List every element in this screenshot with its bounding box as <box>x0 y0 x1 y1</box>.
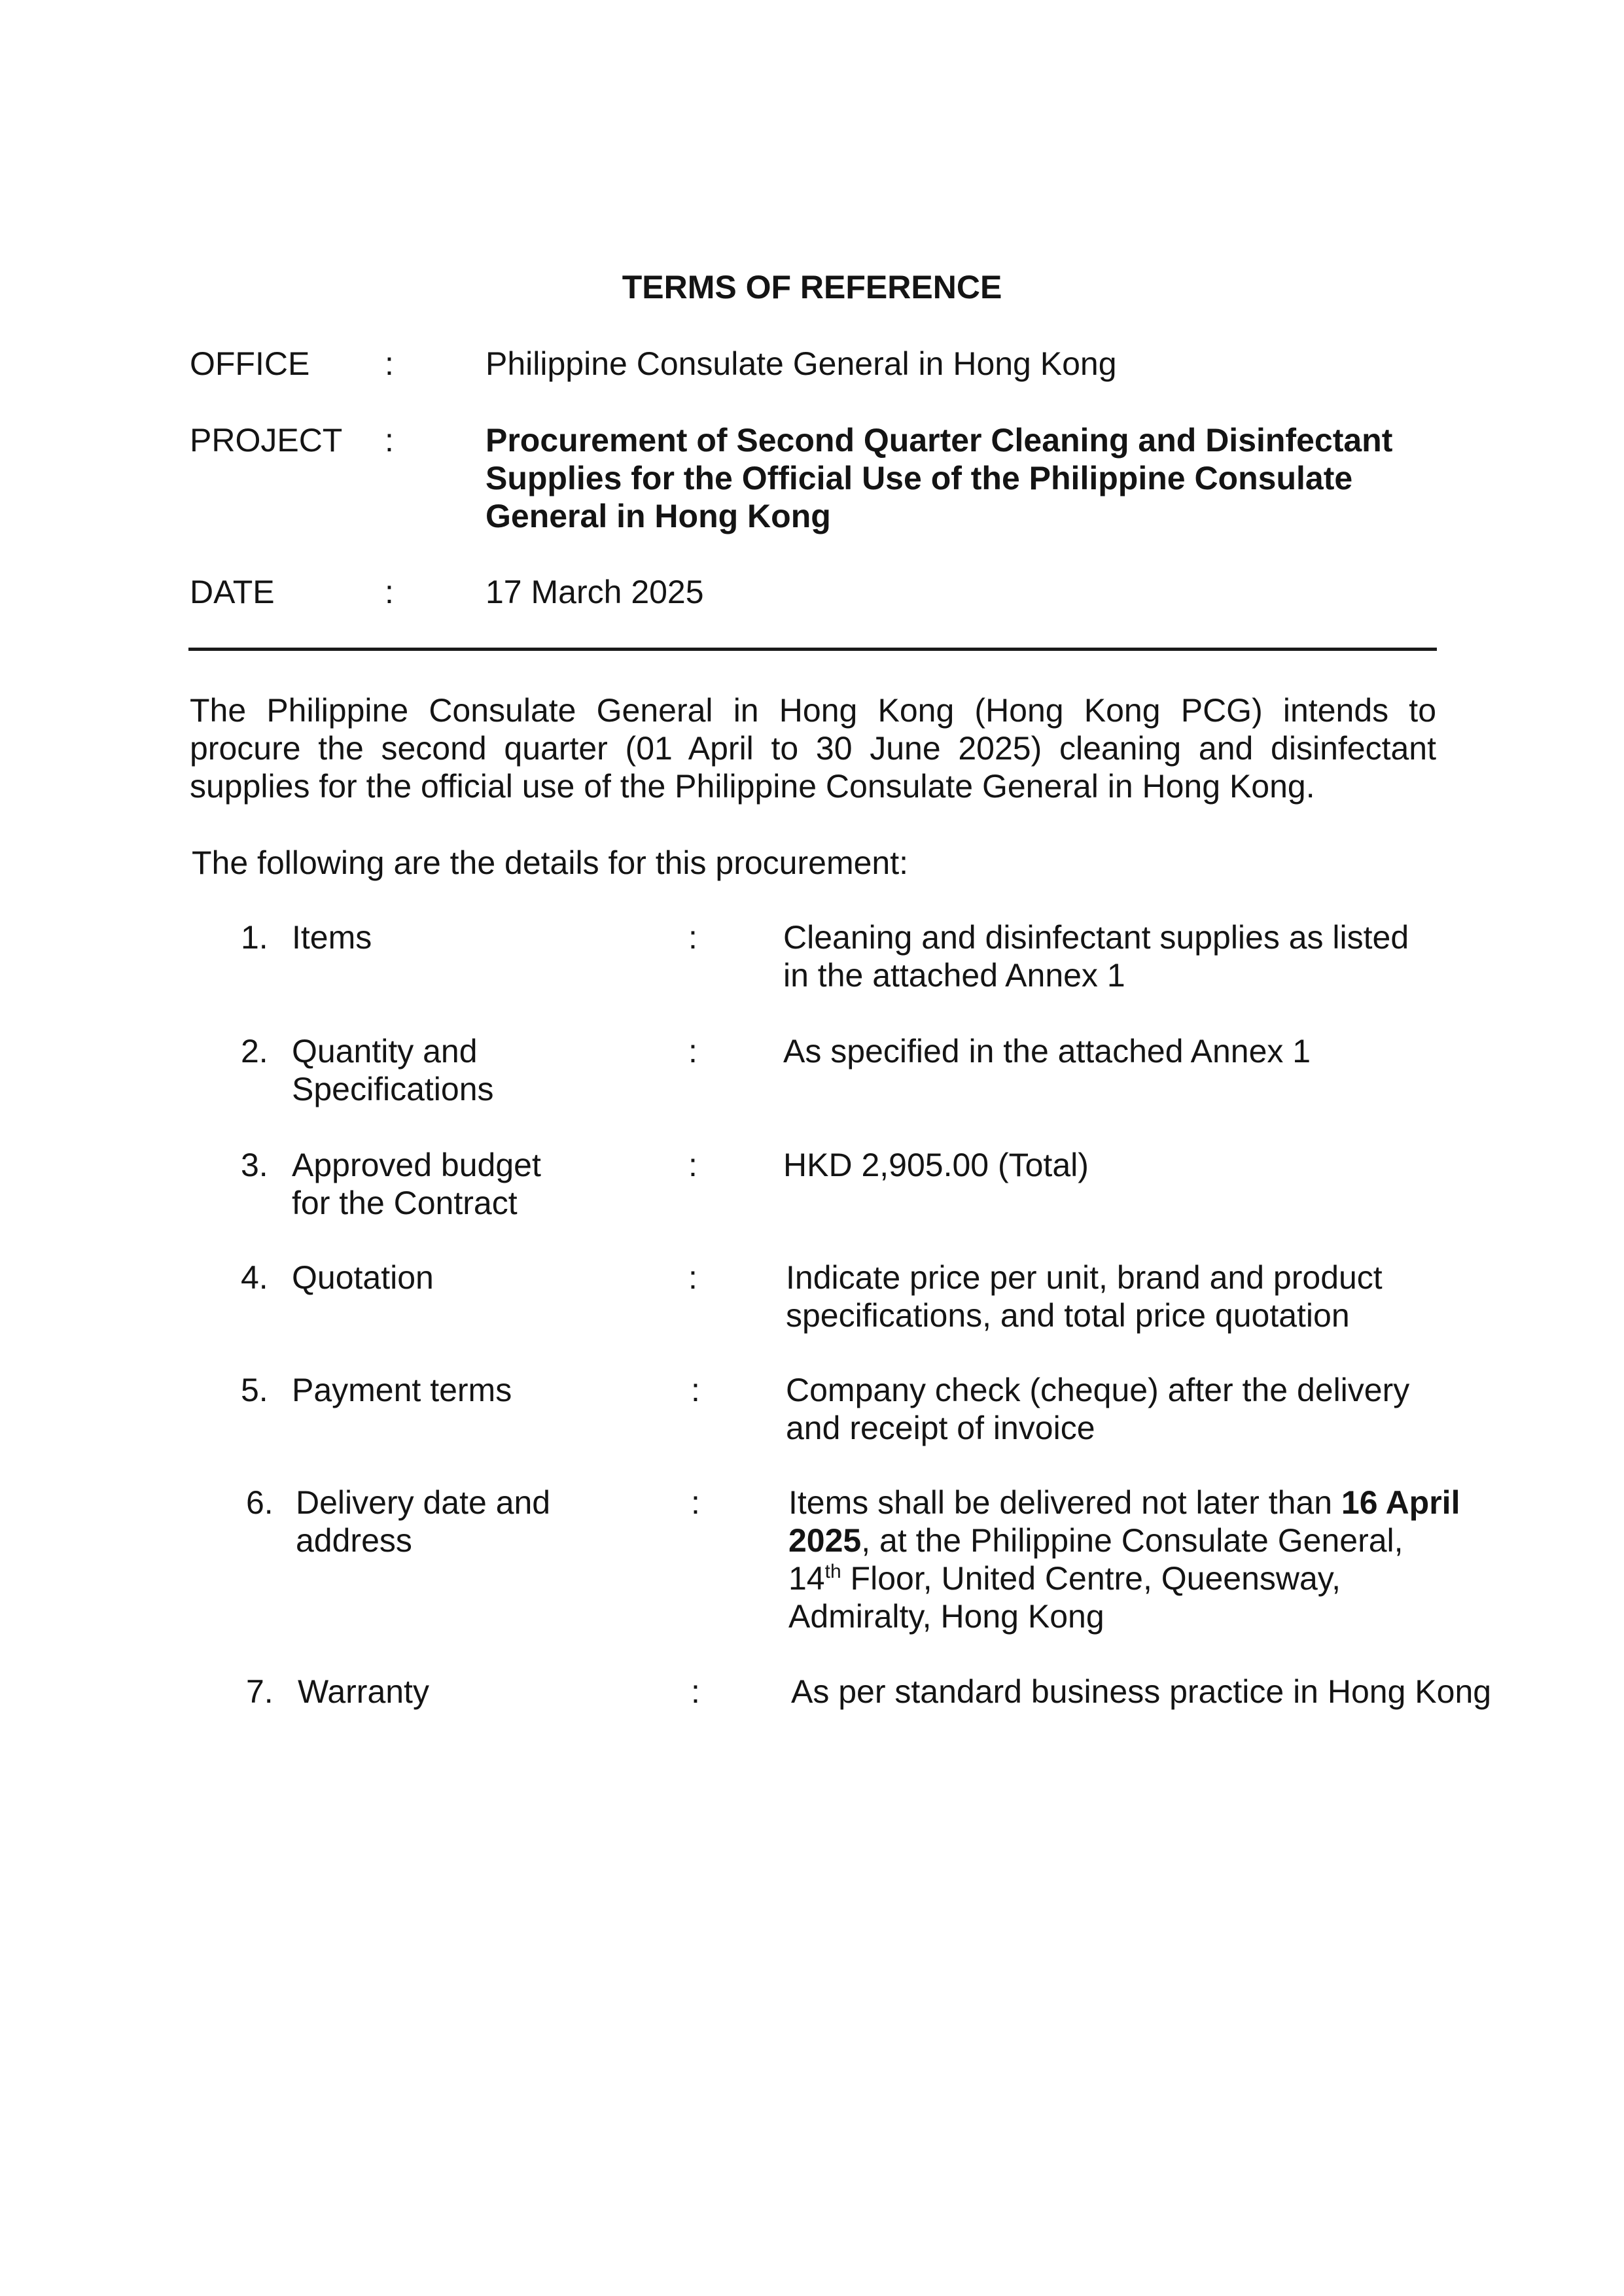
item-value-line: HKD 2,905.00 (Total) <box>783 1147 1089 1183</box>
item-number: 5. <box>241 1372 268 1408</box>
item-number: 6. <box>246 1484 274 1521</box>
project-title <box>485 421 1441 535</box>
item-value-line: specifications, and total price quotation <box>786 1297 1350 1334</box>
delivery-deadline: 16 April <box>1341 1484 1460 1521</box>
item-value-line <box>788 1559 1508 1597</box>
project-label: PROJECT <box>190 422 343 459</box>
item-label-line: address <box>296 1522 412 1559</box>
item-value <box>786 1259 1506 1334</box>
item-label <box>292 1146 580 1222</box>
item-separator: : <box>688 1033 697 1070</box>
date-label: DATE <box>190 574 275 610</box>
item-label <box>292 1259 580 1296</box>
office-separator: : <box>385 345 394 382</box>
item-value-line <box>788 1522 1508 1559</box>
item-label <box>292 1032 580 1108</box>
delivery-text: Items shall be delivered not later than <box>788 1484 1341 1521</box>
item-label-line: Quantity and <box>292 1033 478 1070</box>
item-separator: : <box>688 919 697 956</box>
floor-number: 14 <box>788 1560 825 1597</box>
item-separator: : <box>691 1484 700 1521</box>
floor-ordinal: th <box>824 1561 841 1582</box>
intro-paragraph <box>190 691 1436 805</box>
project-title-line: General in Hong Kong <box>485 498 831 534</box>
item-value <box>783 1146 1503 1184</box>
item-label-line: Payment terms <box>292 1372 512 1408</box>
item-label-line: Items <box>292 919 372 956</box>
item-label-line: Approved budget <box>292 1147 541 1183</box>
item-value-line: and receipt of invoice <box>786 1410 1095 1446</box>
item-value-line: Indicate price per unit, brand and product <box>786 1259 1383 1296</box>
project-title-line: Procurement of Second Quarter Cleaning and Disinfectant <box>485 422 1393 459</box>
project-separator: : <box>385 422 394 459</box>
header-divider <box>188 648 1437 651</box>
item-label <box>298 1673 586 1711</box>
document-title: TERMS OF REFERENCE <box>622 269 1002 305</box>
item-separator: : <box>691 1673 700 1710</box>
item-label-line: Delivery date and <box>296 1484 551 1521</box>
item-value-line: in the attached Annex 1 <box>783 957 1125 994</box>
delivery-text: , at the Philippine Consulate General, <box>861 1522 1403 1559</box>
office-label: OFFICE <box>190 345 310 382</box>
item-number: 2. <box>241 1033 268 1070</box>
item-separator: : <box>688 1147 697 1183</box>
item-number: 1. <box>241 919 268 956</box>
date-value: 17 March 2025 <box>485 574 704 610</box>
item-label-line: Quotation <box>292 1259 434 1296</box>
item-value-line: As per standard business practice in Hong Kong <box>791 1673 1492 1710</box>
item-label-line: for the Contract <box>292 1185 518 1221</box>
item-number: 7. <box>246 1673 274 1710</box>
details-intro: The following are the details for this procurement: <box>192 844 908 881</box>
item-label <box>292 1371 580 1409</box>
item-label <box>296 1484 584 1559</box>
item-separator: : <box>688 1259 697 1296</box>
item-value <box>791 1673 1576 1711</box>
item-number: 4. <box>241 1259 268 1296</box>
item-value-line: Admiralty, Hong Kong <box>788 1598 1104 1635</box>
item-value-line: Company check (cheque) after the delivery <box>786 1372 1410 1408</box>
intro-line: The Philippine Consulate General in Hong Kong (Hong Kong PCG) intends to <box>190 692 1436 729</box>
item-value-line <box>788 1484 1508 1522</box>
item-value <box>783 918 1503 994</box>
item-label <box>292 918 580 956</box>
project-title-line: Supplies for the Official Use of the Philippine Consulate <box>485 460 1353 496</box>
item-value <box>786 1371 1506 1447</box>
office-value: Philippine Consulate General in Hong Kong <box>485 345 1117 382</box>
item-value <box>788 1484 1508 1635</box>
item-number: 3. <box>241 1147 268 1183</box>
item-label-line: Specifications <box>292 1071 494 1107</box>
item-label-line: Warranty <box>298 1673 429 1710</box>
item-separator: : <box>691 1372 700 1408</box>
item-value-line: Cleaning and disinfectant supplies as listed <box>783 919 1409 956</box>
item-value <box>783 1032 1503 1070</box>
intro-line: supplies for the official use of the Philippine Consulate General in Hong Kong. <box>190 768 1315 805</box>
delivery-deadline-year: 2025 <box>788 1522 862 1559</box>
item-value-line: As specified in the attached Annex 1 <box>783 1033 1311 1070</box>
date-separator: : <box>385 574 394 610</box>
intro-line: procure the second quarter (01 April to 30 June 2025) cleaning and disinfectant <box>190 730 1436 767</box>
delivery-text: Floor, United Centre, Queensway, <box>841 1560 1341 1597</box>
